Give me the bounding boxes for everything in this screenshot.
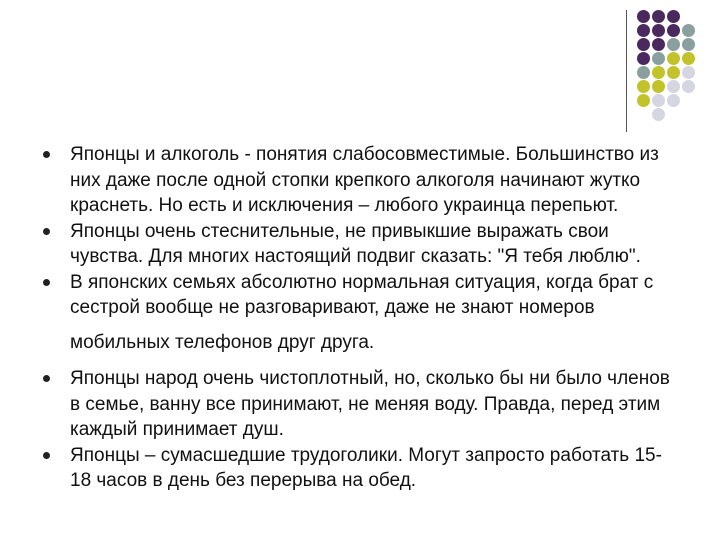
bullet-text: Японцы и алкоголь - понятия слабосовместимые. Большинство из них даже после одной стопки крепкого алкоголя начинают жутко краснеть. Но есть и исключения – любого украинца перепьют. [70, 144, 659, 216]
bullet-dot-icon [43, 375, 50, 382]
decorative-dot [667, 66, 680, 79]
decorative-dot [682, 52, 695, 65]
decorative-dot [637, 10, 650, 23]
decorative-dot [652, 24, 665, 37]
decorative-dot [637, 80, 650, 93]
decorative-dot [637, 66, 650, 79]
decorative-dot [667, 80, 680, 93]
decorative-dot [637, 24, 650, 37]
bullet-text: Японцы – сумасшедшие трудоголики. Могут запросто работать 15-18 часов в день без перерыва на обед. [70, 444, 662, 491]
bullet-list [42, 142, 682, 494]
bullet-text: В японских семьях абсолютно нормальная ситуация, когда брат с сестрой вообще не разговаривают, даже не знают номеров [70, 271, 654, 318]
decorative-dot [637, 94, 650, 107]
decorative-vertical-line [626, 10, 627, 132]
decorative-dot [652, 80, 665, 93]
decorative-dot [652, 66, 665, 79]
decorative-dot [667, 94, 680, 107]
decorative-dot [652, 108, 665, 121]
decorative-dot [667, 10, 680, 23]
decorative-dot [682, 24, 695, 37]
decorative-dot [682, 80, 695, 93]
decorative-dot [667, 52, 680, 65]
bullet-item [42, 219, 682, 270]
bullet-dot-icon [43, 452, 50, 459]
decorative-dot-grid [637, 10, 720, 122]
decorative-dot [682, 66, 695, 79]
decorative-dot [682, 38, 695, 51]
bullet-text: Японцы народ очень чистоплотный, но, сколько бы ни было членов в семье, ванну все принимают, не меняя воду. Правда, перед этим каждый принимает душ. [70, 368, 670, 440]
decorative-dot [637, 52, 650, 65]
decorative-dot [652, 94, 665, 107]
bullet-dot-icon [43, 151, 50, 158]
decorative-dot [652, 10, 665, 23]
decorative-dot [667, 38, 680, 51]
bullet-dot-icon [43, 279, 50, 286]
bullet-item [42, 270, 682, 356]
bullet-dot-icon [43, 228, 50, 235]
decorative-dot [652, 52, 665, 65]
decorative-dot [637, 38, 650, 51]
bullet-item [42, 142, 682, 219]
decorative-dot [652, 38, 665, 51]
bullet-text: Японцы очень стеснительные, не привыкшие выражать свои чувства. Для многих настоящий подвиг сказать: "Я тебя люблю". [70, 220, 641, 267]
bullet-item [42, 443, 682, 494]
bullet-text-continuation: мобильных телефонов друг друга. [70, 331, 375, 353]
bullet-item [42, 366, 682, 443]
decorative-dot [667, 24, 680, 37]
